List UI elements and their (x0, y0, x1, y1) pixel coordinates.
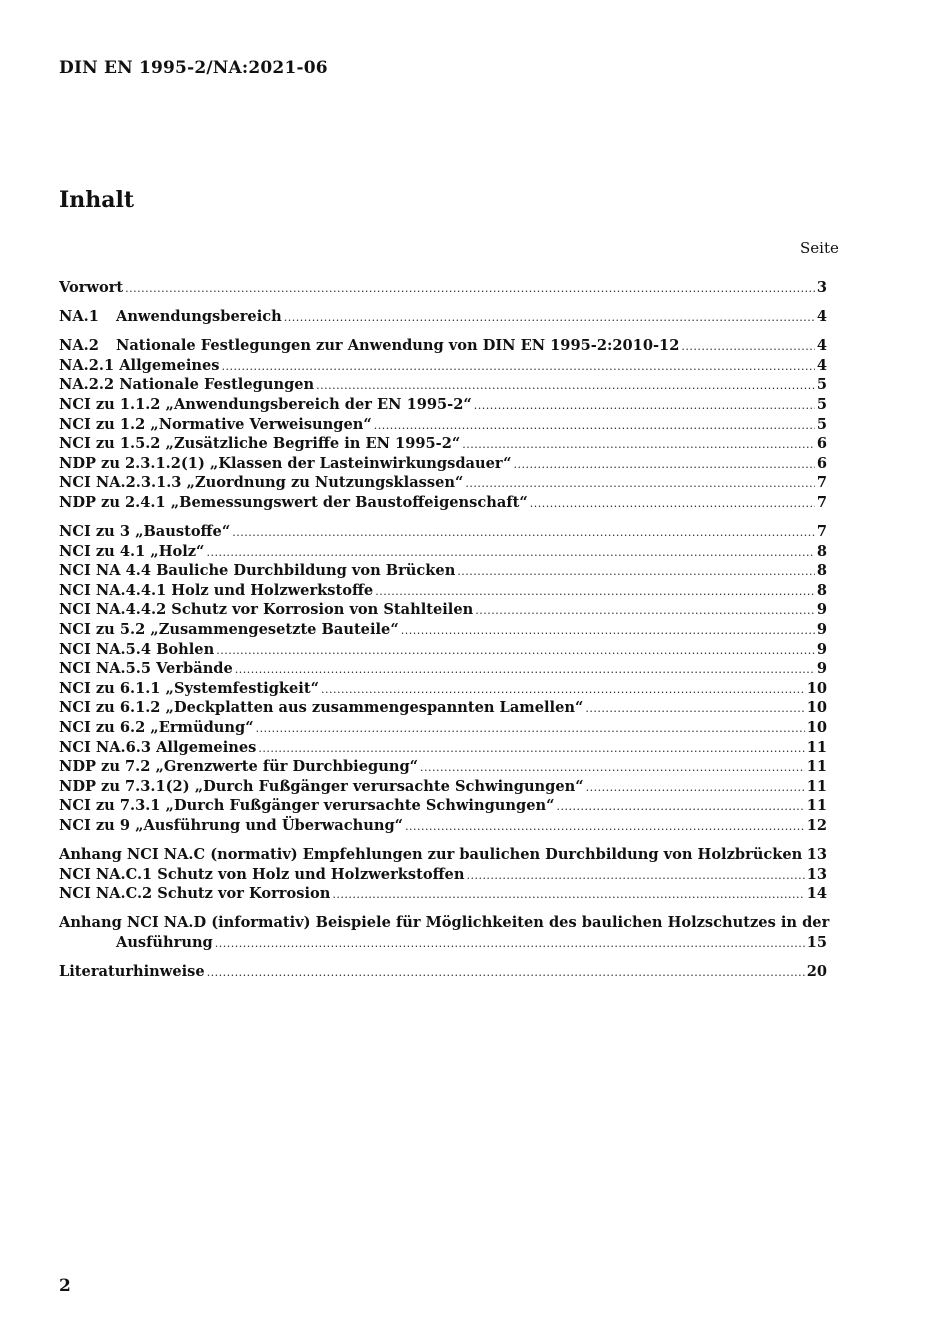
toc-entry-page: 13 (806, 846, 827, 864)
toc-entry-title: NCI zu 6.1.2 „Deckplatten aus zusammengespannten Lamellen“ (59, 699, 584, 717)
dot-leader (462, 435, 815, 455)
toc-entry[interactable] (59, 395, 827, 415)
toc-entry-page: 13 (806, 865, 827, 883)
toc-entry-title: NCI NA.5.5 Verbände (59, 660, 233, 678)
dot-leader (475, 601, 815, 621)
dot-leader (284, 308, 815, 328)
toc-entry-title: NA.2.2 Nationale Festlegungen (59, 376, 315, 394)
toc-entry-page: 9 (816, 621, 827, 638)
toc-entry[interactable] (59, 884, 827, 904)
toc-entry-page: 15 (806, 933, 827, 951)
toc-entry-title: NCI zu 6.1.1 „Systemfestigkeit“ (59, 679, 319, 697)
toc-entry-title: NCI NA.4.4.1 Holz und Holzwerkstoffe (59, 581, 374, 599)
dot-leader (375, 582, 815, 602)
toc-entry[interactable] (59, 640, 827, 660)
toc-entry[interactable] (59, 620, 827, 640)
toc-entry-title: Literaturhinweise (59, 963, 205, 980)
page-number: 2 (59, 1276, 71, 1296)
toc-entry-page: 4 (816, 308, 827, 326)
dot-leader (125, 279, 815, 299)
toc-entry-title: NDP zu 7.3.1(2) „Durch Fußgänger verursachte Schwingungen“ (59, 777, 584, 795)
toc-entry-page: 8 (816, 542, 827, 560)
toc-entry-title: NCI NA 4.4 Bauliche Durchbildung von Brücken (59, 562, 456, 580)
dot-leader (374, 416, 815, 436)
toc-entry-page: 7 (816, 493, 827, 511)
dot-leader (316, 376, 815, 396)
toc-entry-page: 20 (806, 963, 827, 980)
toc-entry[interactable] (59, 375, 827, 395)
toc-entry-title: NCI zu 5.2 „Zusammengesetzte Bauteile“ (59, 621, 399, 638)
toc-entry[interactable] (59, 962, 827, 982)
dot-leader (681, 337, 814, 357)
dot-leader (235, 660, 815, 680)
dot-leader (420, 758, 805, 778)
dot-leader (585, 699, 804, 719)
toc-entry[interactable] (59, 336, 827, 356)
toc-entry-page: 11 (806, 758, 827, 776)
toc-entry-page: 9 (816, 660, 827, 678)
toc-entry-title: NCI NA.2.3.1.3 „Zuordnung zu Nutzungsklassen“ (59, 474, 464, 492)
toc-entry-title: Vorwort (59, 279, 124, 296)
toc-entry[interactable] (59, 659, 827, 679)
toc-entry-page: 9 (816, 601, 827, 619)
toc-entry-page: 8 (816, 562, 827, 580)
dot-leader (256, 719, 805, 739)
toc-entry-title: NCI zu 7.3.1 „Durch Fußgänger verursachte Schwingungen“ (59, 797, 555, 815)
toc-entry-title: NDP zu 7.2 „Grenzwerte für Durchbiegung“ (59, 758, 419, 776)
toc-entry-title: Anwendungsbereich (116, 308, 282, 326)
toc-entry-page: 14 (806, 885, 827, 903)
toc-entry[interactable] (59, 307, 827, 327)
dot-leader (474, 396, 815, 416)
toc-entry-page: 7 (816, 523, 827, 541)
toc-entry-title: NCI NA.6.3 Allgemeines (59, 738, 257, 756)
toc-entry-title: NCI zu 6.2 „Ermüdung“ (59, 718, 254, 736)
dot-leader (530, 494, 815, 514)
toc-entry[interactable] (59, 913, 830, 952)
toc-entry[interactable] (59, 718, 827, 738)
page-title: Inhalt (59, 187, 135, 213)
toc-entry-title: Anhang NCI NA.C (normativ) Empfehlungen zur baulichen Durchbildung von Holzbrücken (59, 846, 803, 864)
toc-entry[interactable] (59, 473, 827, 493)
toc-entry[interactable] (59, 757, 827, 777)
dot-leader (465, 474, 814, 494)
toc-entry-page: 12 (806, 816, 827, 834)
toc-entry-page: 9 (816, 640, 827, 658)
dot-leader (232, 523, 815, 543)
document-id: DIN EN 1995-2/NA:2021-06 (59, 58, 328, 78)
toc-entry-title: NCI zu 1.2 „Normative Verweisungen“ (59, 415, 372, 433)
toc-entry-title: NCI zu 1.1.2 „Anwendungsbereich der EN 1995-2“ (59, 395, 472, 413)
toc-entry-page: 5 (816, 415, 827, 433)
table-of-contents (59, 278, 830, 982)
dot-leader (332, 885, 804, 905)
dot-leader (206, 543, 814, 563)
dot-leader (466, 866, 804, 886)
toc-entry-page: 11 (806, 777, 827, 795)
toc-entry[interactable] (59, 865, 827, 885)
toc-entry-title: NCI NA.C.1 Schutz von Holz und Holzwerkstoffen (59, 865, 465, 883)
toc-entry[interactable] (59, 600, 827, 620)
toc-entry[interactable] (59, 679, 827, 699)
toc-entry-title: Nationale Festlegungen zur Anwendung von DIN EN 1995-2:2010-12 (116, 337, 680, 355)
toc-entry-page: 3 (816, 279, 827, 296)
toc-entry-title: NA.2.1 Allgemeines (59, 356, 220, 374)
toc-entry-number: NA.2 (59, 337, 99, 355)
toc-entry-page: 6 (816, 435, 827, 453)
toc-entry[interactable] (59, 415, 827, 435)
dot-leader (586, 778, 805, 798)
dot-leader (457, 562, 815, 582)
dot-leader (401, 621, 815, 641)
dot-leader (258, 739, 804, 759)
toc-entry[interactable] (59, 816, 827, 836)
toc-entry-page: 5 (816, 376, 827, 394)
toc-entry-title: NCI NA.4.4.2 Schutz vor Korrosion von Stahlteilen (59, 601, 474, 619)
dot-leader (222, 357, 815, 377)
dot-leader (207, 963, 805, 983)
toc-entry-page: 6 (816, 454, 827, 472)
dot-leader (514, 455, 815, 475)
toc-entry[interactable] (59, 278, 827, 298)
toc-entry[interactable] (59, 796, 827, 816)
toc-entry-page: 11 (806, 797, 827, 815)
toc-entry-page: 10 (806, 679, 827, 697)
toc-entry-number: NA.1 (59, 308, 99, 326)
toc-entry[interactable] (59, 493, 827, 513)
toc-entry-title: NCI zu 9 „Ausführung und Überwachung“ (59, 816, 404, 834)
toc-entry[interactable] (59, 777, 827, 797)
toc-entry-title: NCI zu 4.1 „Holz“ (59, 542, 205, 560)
toc-entry[interactable] (59, 454, 827, 474)
toc-entry-title: NCI NA.5.4 Bohlen (59, 640, 215, 658)
toc-entry-page: 10 (806, 699, 827, 717)
toc-entry-title: NCI zu 1.5.2 „Zusätzliche Begriffe in EN 1995-2“ (59, 435, 461, 453)
toc-entry-page: 11 (806, 738, 827, 756)
toc-entry-page: 4 (816, 356, 827, 374)
toc-entry[interactable] (59, 434, 827, 454)
toc-entry-page: 8 (816, 581, 827, 599)
toc-entry[interactable] (59, 542, 827, 562)
toc-entry-title-continued: Ausführung (116, 933, 213, 951)
toc-entry[interactable] (59, 581, 827, 601)
toc-entry[interactable] (59, 738, 827, 758)
toc-entry-page: 7 (816, 474, 827, 492)
page-column-label: Seite (800, 239, 839, 257)
toc-entry-title: NDP zu 2.4.1 „Bemessungswert der Baustoffeigenschaft“ (59, 493, 528, 511)
dot-leader (215, 934, 805, 954)
toc-entry[interactable] (59, 698, 827, 718)
toc-entry[interactable] (59, 845, 827, 865)
dot-leader (216, 641, 815, 661)
toc-entry-page: 5 (816, 395, 827, 413)
toc-entry-page: 10 (806, 718, 827, 736)
toc-entry-title: Anhang NCI NA.D (informativ) Beispiele für Möglichkeiten des baulichen Holzschutzes in der (59, 914, 830, 932)
toc-entry[interactable] (59, 561, 827, 581)
toc-entry-page: 4 (816, 337, 827, 355)
dot-leader (557, 797, 805, 817)
toc-entry-title: NDP zu 2.3.1.2(1) „Klassen der Lasteinwirkungsdauer“ (59, 454, 512, 472)
toc-entry[interactable] (59, 522, 827, 542)
dot-leader (321, 680, 805, 700)
toc-entry-title: NCI zu 3 „Baustoffe“ (59, 523, 231, 541)
dot-leader (405, 817, 805, 837)
toc-entry-title: NCI NA.C.2 Schutz vor Korrosion (59, 885, 331, 903)
toc-entry[interactable] (59, 356, 827, 376)
